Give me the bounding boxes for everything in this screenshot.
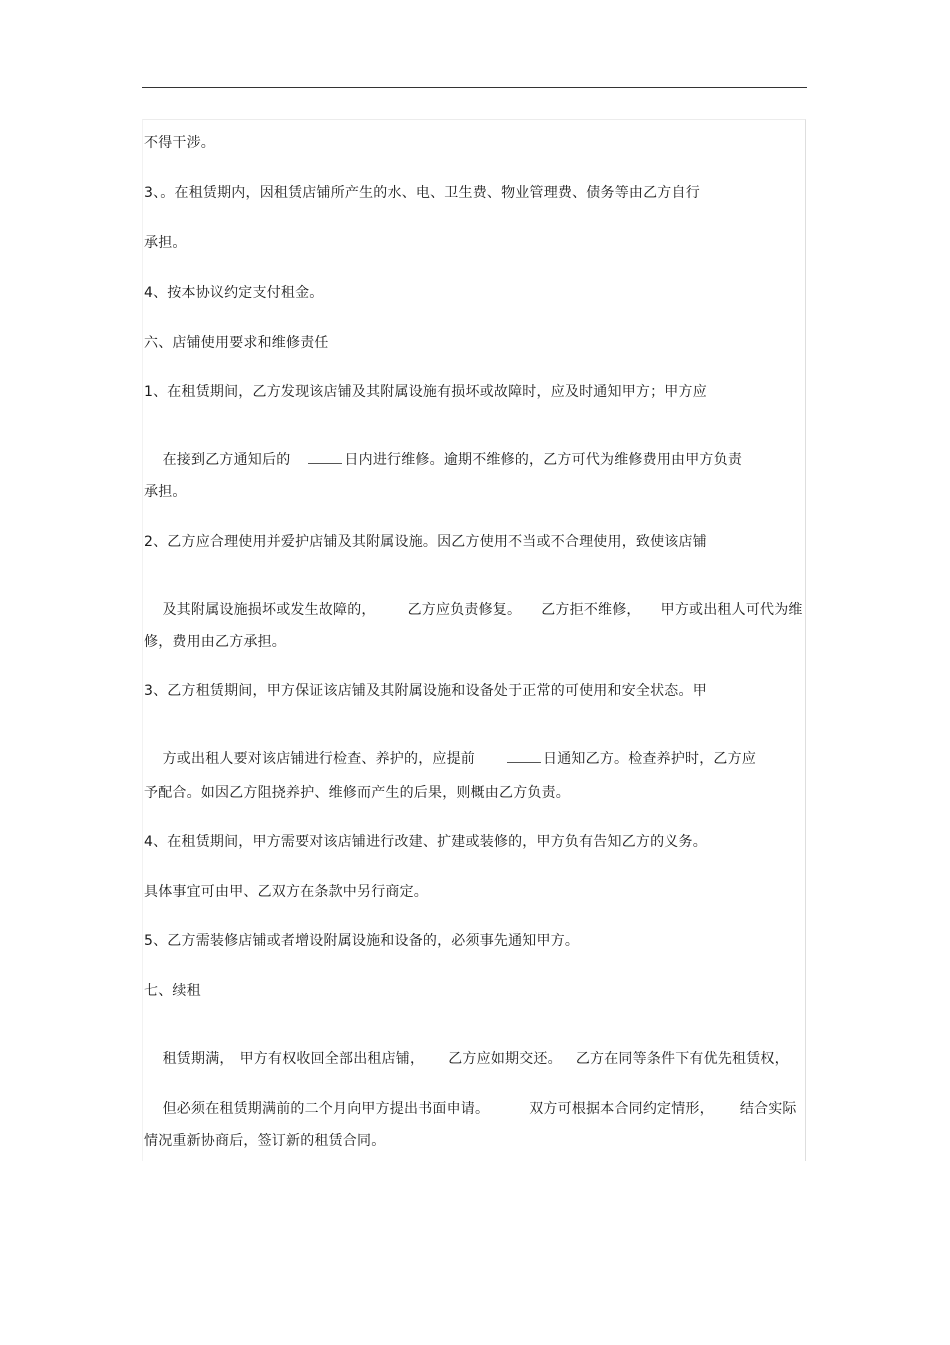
text-segment: 及其附属设施损坏或发生故障的， bbox=[162, 602, 376, 618]
text-segment: 日通知乙方。检查养护时，乙方应 bbox=[543, 751, 757, 767]
text-line: 具体事宜可由甲、乙双方在条款中另行商定。 bbox=[144, 884, 428, 900]
text-line: 4、按本协议约定支付租金。 bbox=[144, 285, 324, 301]
text-line bbox=[144, 732, 756, 786]
text-line: 1、在租赁期间，乙方发现该店铺及其附属设施有损坏或故障时，应及时通知甲方；甲方应 bbox=[144, 384, 707, 400]
header-rule bbox=[142, 87, 807, 88]
text-line bbox=[144, 583, 803, 637]
text-segment: 双方可根据本合同约定情形， bbox=[529, 1101, 714, 1117]
text-line: 承担。 bbox=[144, 235, 187, 251]
text-line: 情况重新协商后，签订新的租赁合同。 bbox=[144, 1133, 386, 1149]
text-segment: 结合实际 bbox=[739, 1101, 797, 1117]
section-heading: 七、续租 bbox=[144, 983, 201, 999]
section-heading: 六、店铺使用要求和维修责任 bbox=[144, 335, 329, 351]
text-line: 4、在租赁期间，甲方需要对该店铺进行改建、扩建或装修的，甲方负有告知乙方的义务。 bbox=[144, 834, 707, 850]
text-segment: 但必须在租赁期满前的二个月向甲方提出书面申请。 bbox=[162, 1101, 490, 1117]
text-line: 2、乙方应合理使用并爱护店铺及其附属设施。因乙方使用不当或不合理使用，致使该店铺 bbox=[144, 534, 707, 550]
fill-in-blank[interactable] bbox=[308, 451, 342, 464]
text-line bbox=[144, 1082, 797, 1136]
text-segment: 日内进行维修。逾期不维修的，乙方可代为维修费用由甲方负责 bbox=[344, 452, 743, 468]
text-segment: 甲方或出租人可代为维 bbox=[660, 602, 803, 618]
text-line bbox=[144, 433, 742, 487]
text-line: 5、乙方需装修店铺或者增设附属设施和设备的，必须事先通知甲方。 bbox=[144, 933, 580, 949]
text-line: 不得干涉。 bbox=[144, 135, 215, 151]
text-segment: 方或出租人要对该店铺进行检查、养护的，应提前 bbox=[162, 751, 476, 767]
text-line: 修，费用由乙方承担。 bbox=[144, 634, 286, 650]
text-line: 3、。在租赁期内，因租赁店铺所产生的水、电、卫生费、物业管理费、债务等由乙方自行 bbox=[144, 185, 700, 201]
text-line: 予配合。如因乙方阻挠养护、维修而产生的后果，则概由乙方负责。 bbox=[144, 785, 570, 801]
text-segment: 乙方在同等条件下有优先租赁权， bbox=[575, 1051, 789, 1067]
text-line bbox=[144, 1032, 789, 1086]
text-line: 承担。 bbox=[144, 484, 187, 500]
text-segment: 租赁期满， bbox=[162, 1051, 234, 1067]
text-line: 3、乙方租赁期间，甲方保证该店铺及其附属设施和设备处于正常的可使用和安全状态。甲 bbox=[144, 683, 707, 699]
fill-in-blank[interactable] bbox=[507, 750, 541, 763]
text-segment: 乙方应负责修复。 bbox=[407, 602, 522, 618]
text-segment: 在接到乙方通知后的 bbox=[162, 452, 291, 468]
text-segment: 乙方拒不维修， bbox=[541, 602, 641, 618]
text-segment: 甲方有权收回全部出租店铺， bbox=[239, 1051, 425, 1067]
text-segment: 乙方应如期交还。 bbox=[448, 1051, 562, 1067]
